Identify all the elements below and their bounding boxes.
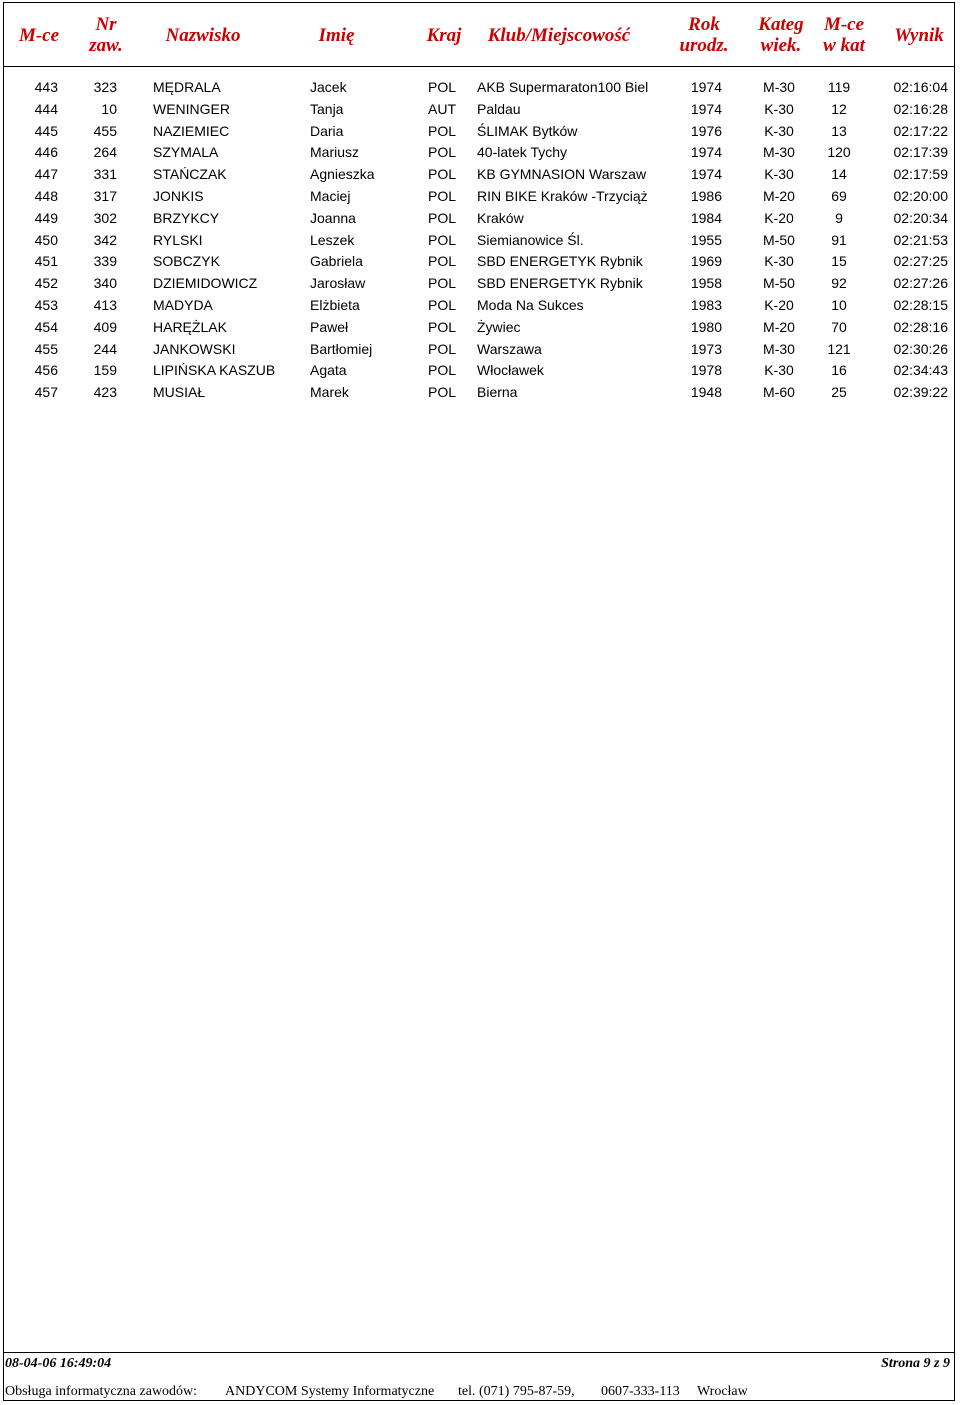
cell-name: Mariusz [310,144,360,161]
table-row [4,359,954,381]
cell-club: Bierna [477,384,518,401]
cell-time: 02:28:16 [893,318,948,335]
col-header-name-label: Imię [318,24,355,46]
cell-category: M-30 [763,144,795,161]
cell-cat-place: 69 [831,187,847,204]
cell-year: 1974 [690,79,722,95]
cell-surname: MĘDRALA [153,79,221,95]
cell-time: 02:27:26 [893,275,948,292]
cell-category: M-20 [763,318,795,335]
cell-country: POL [428,318,457,335]
table-row [4,316,954,338]
table-row [4,76,954,98]
cell-bib: 159 [93,362,117,379]
col-header-country-label: Kraj [426,24,462,46]
cell-cat-place: 91 [831,231,847,248]
cell-name: Gabriela [310,253,363,270]
cell-time: 02:39:22 [893,384,948,401]
cell-cat-place: 120 [827,144,851,161]
cell-category: M-50 [763,275,795,292]
cell-year: 1969 [690,253,722,270]
cell-year: 1978 [690,362,722,379]
cell-place: 449 [34,209,58,226]
col-header-bib-line2: zaw. [89,35,123,56]
cell-year: 1974 [690,166,722,183]
cell-time: 02:27:25 [893,253,948,270]
cell-surname: SZYMALA [153,144,219,161]
col-header-cat-place [814,4,874,66]
table-row [4,207,954,229]
col-header-year-line1: Rok [688,14,720,35]
col-header-place-label: M-ce [18,24,60,46]
cell-name: Bartłomiej [310,340,373,357]
cell-name: Paweł [310,318,349,335]
col-header-cat-place-line2: w kat [823,35,865,56]
cell-surname: LIPIŃSKA KASZUB [153,362,276,379]
cell-country: POL [428,187,457,204]
cell-name: Maciej [310,187,351,204]
footer-datetime: 08-04-06 16:49:04 [5,1356,112,1371]
cell-bib: 342 [93,231,117,248]
cell-surname: MUSIAŁ [153,384,206,401]
cell-country: POL [428,79,457,95]
cell-place: 453 [34,296,58,313]
cell-category: K-20 [764,296,794,313]
cell-year: 1958 [690,275,722,292]
table-row [4,141,954,163]
cell-surname: HARĘŻLAK [153,318,227,335]
table-row [4,272,954,294]
table-row [4,163,954,185]
col-header-bib [74,4,138,66]
cell-bib: 413 [93,296,117,313]
cell-category: K-30 [764,253,794,270]
cell-club: Warszawa [477,340,542,357]
cell-time: 02:17:22 [893,122,948,139]
cell-time: 02:16:04 [893,79,948,95]
cell-cat-place: 16 [831,362,847,379]
cell-bib: 323 [93,79,117,95]
cell-time: 02:20:00 [893,187,948,204]
cell-name: Daria [310,122,344,139]
cell-country: POL [428,296,457,313]
cell-name: Jacek [310,79,347,95]
cell-club: KB GYMNASION Warszaw [477,166,647,183]
cell-name: Marek [310,384,349,401]
cell-time: 02:17:59 [893,166,948,183]
cell-cat-place: 70 [831,318,847,335]
cell-cat-place: 12 [831,100,847,117]
cell-time: 02:16:28 [893,100,948,117]
cell-place: 456 [34,362,58,379]
col-header-place [4,4,74,66]
cell-year: 1980 [690,318,722,335]
cell-club: Moda Na Sukces [477,296,584,313]
cell-bib: 244 [93,340,117,357]
cell-category: K-20 [764,209,794,226]
cell-surname: JANKOWSKI [153,340,236,357]
cell-cat-place: 15 [831,253,847,270]
cell-place: 443 [34,79,58,95]
footer-company: ANDYCOM Systemy Informatyczne [225,1384,435,1399]
table-row [4,250,954,272]
cell-country: POL [428,166,457,183]
cell-club: Kraków [477,209,524,226]
cell-time: 02:17:39 [893,144,948,161]
cell-club: Włocławek [477,362,544,379]
footer-city: Wrocław [697,1384,748,1399]
cell-cat-place: 14 [831,166,847,183]
cell-place: 452 [34,275,58,292]
cell-country: AUT [428,100,456,117]
cell-year: 1984 [690,209,722,226]
col-header-time [884,4,954,66]
cell-place: 455 [34,340,58,357]
cell-name: Leszek [310,231,355,248]
cell-country: POL [428,144,457,161]
col-header-category-line2: wiek. [760,35,802,56]
cell-cat-place: 13 [831,122,847,139]
col-header-time-label: Wynik [894,24,944,46]
cell-club: 40-latek Tychy [477,144,568,161]
col-header-category-line1: Kateg [758,14,804,35]
cell-bib: 455 [93,122,117,139]
cell-category: M-50 [763,231,795,248]
cell-surname: JONKIS [153,187,204,204]
table-row [4,185,954,207]
cell-year: 1955 [690,231,722,248]
cell-country: POL [428,231,457,248]
cell-place: 445 [34,122,58,139]
cell-time: 02:28:15 [893,296,948,313]
cell-year: 1973 [690,340,722,357]
col-header-year [672,4,736,66]
cell-club: ŚLIMAK Bytków [477,122,578,139]
cell-name: Agata [310,362,347,379]
cell-year: 1986 [690,187,722,204]
footer-phone1: tel. (071) 795-87-59, [458,1384,575,1399]
cell-country: POL [428,209,457,226]
cell-time: 02:21:53 [893,231,948,248]
table-row [4,120,954,142]
cell-cat-place: 119 [827,79,851,95]
cell-place: 448 [34,187,58,204]
cell-year: 1948 [690,384,722,401]
cell-surname: RYLSKI [153,231,203,248]
cell-bib: 10 [101,100,117,117]
cell-country: POL [428,122,457,139]
cell-year: 1974 [690,144,722,161]
cell-category: M-20 [763,187,795,204]
cell-time: 02:30:26 [893,340,948,357]
table-row [4,381,954,403]
col-header-name [284,4,389,66]
col-header-year-line2: urodz. [679,35,729,56]
cell-place: 450 [34,231,58,248]
cell-surname: MADYDA [153,296,213,313]
cell-bib: 409 [93,318,117,335]
cell-time: 02:20:34 [893,209,948,226]
cell-bib: 264 [93,144,117,161]
cell-category: M-30 [763,340,795,357]
cell-bib: 340 [93,275,117,292]
cell-cat-place: 9 [835,209,843,226]
cell-place: 446 [34,144,58,161]
footer-service-label: Obsługa informatyczna zawodów: [5,1384,198,1399]
cell-time: 02:34:43 [893,362,948,379]
col-header-cat-place-line1: M-ce [823,14,865,35]
cell-place: 447 [34,166,58,183]
cell-year: 1983 [690,296,722,313]
footer-divider [4,1352,954,1353]
cell-name: Tanja [310,100,344,117]
cell-bib: 317 [93,187,117,204]
cell-category: M-60 [763,384,795,401]
col-header-club [474,4,644,66]
cell-year: 1974 [690,100,722,117]
table-header [4,4,954,67]
cell-surname: NAZIEMIEC [153,122,230,139]
cell-country: POL [428,362,457,379]
table-row [4,294,954,316]
cell-country: POL [428,275,457,292]
cell-bib: 423 [93,384,117,401]
col-header-category [748,4,814,66]
cell-place: 444 [34,100,58,117]
cell-category: K-30 [764,166,794,183]
cell-surname: SOBCZYK [153,253,220,270]
cell-year: 1976 [690,122,722,139]
cell-cat-place: 121 [827,340,851,357]
cell-club: Żywiec [477,318,521,335]
cell-surname: DZIEMIDOWICZ [153,275,258,292]
cell-club: SBD ENERGETYK Rybnik [477,275,643,292]
cell-bib: 302 [93,209,117,226]
cell-category: K-30 [764,100,794,117]
table-row [4,229,954,251]
cell-name: Joanna [310,209,356,226]
cell-category: K-30 [764,122,794,139]
cell-name: Elżbieta [310,296,360,313]
col-header-bib-line1: Nr [95,14,117,35]
cell-name: Agnieszka [310,166,375,183]
footer-phone2: 0607-333-113 [601,1384,680,1399]
cell-bib: 331 [93,166,117,183]
cell-place: 457 [34,384,58,401]
cell-country: POL [428,384,457,401]
results-table [4,76,954,403]
table-row [4,338,954,360]
cell-place: 451 [34,253,58,270]
cell-club: Paldau [477,100,521,117]
cell-club: Siemianowice Śl. [477,231,584,248]
table-row [4,98,954,120]
col-header-surname-label: Nazwisko [165,24,241,46]
cell-country: POL [428,253,457,270]
cell-bib: 339 [93,253,117,270]
cell-category: M-30 [763,79,795,95]
col-header-club-label: Klub/Miejscowość [487,24,631,46]
cell-cat-place: 92 [831,275,847,292]
cell-name: Jarosław [310,275,366,292]
cell-club: AKB Supermaraton100 Biel [477,79,649,95]
col-header-country [414,4,474,66]
footer-page-number: Strona 9 z 9 [881,1356,950,1371]
cell-club: RIN BIKE Kraków -Trzyciąż [477,187,648,204]
cell-cat-place: 10 [831,296,847,313]
cell-category: K-30 [764,362,794,379]
cell-country: POL [428,340,457,357]
cell-surname: STAŃCZAK [153,166,227,183]
cell-place: 454 [34,318,58,335]
cell-surname: WENINGER [153,100,230,117]
cell-club: SBD ENERGETYK Rybnik [477,253,643,270]
cell-cat-place: 25 [831,384,847,401]
cell-surname: BRZYKCY [153,209,220,226]
col-header-surname [138,4,268,66]
